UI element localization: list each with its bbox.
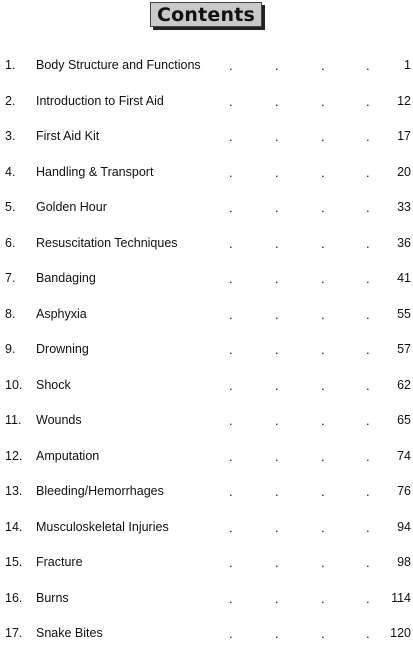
toc-entry-number: 6.: [5, 235, 16, 250]
leader-dot: .: [321, 58, 325, 73]
leader-dot: .: [321, 235, 325, 251]
leader-dot: .: [321, 484, 325, 499]
leader-dot: .: [366, 271, 370, 286]
toc-entry-page-number[interactable]: 20: [397, 164, 411, 179]
toc-entry-title[interactable]: First Aid Kit: [36, 129, 100, 143]
leader-dot: .: [229, 235, 233, 251]
leader-dot: .: [229, 590, 233, 606]
leader-dot: .: [321, 200, 325, 215]
toc-entry-number: 11.: [5, 413, 22, 427]
leader-dot: .: [321, 448, 325, 464]
toc-entry-title[interactable]: Bleeding/Hemorrhages: [36, 484, 164, 498]
leader-dot: .: [321, 626, 325, 641]
toc-entry-title[interactable]: Amputation: [36, 448, 100, 463]
toc-entry-number: 16.: [5, 590, 23, 605]
leader-dot: .: [366, 342, 370, 357]
toc-entry-title[interactable]: Wounds: [36, 413, 82, 427]
toc-entry[interactable]: [0, 226, 413, 262]
leader-dot: .: [275, 164, 279, 180]
leader-dot: .: [229, 377, 233, 393]
toc-entry[interactable]: [0, 297, 413, 333]
leader-dot: .: [275, 377, 279, 393]
toc-entry-page-number[interactable]: 57: [397, 342, 411, 356]
leader-dot: .: [321, 164, 325, 180]
leader-dot: .: [229, 306, 233, 322]
leader-dot: .: [366, 58, 370, 73]
leader-dot: .: [366, 484, 370, 499]
leader-dot: .: [275, 626, 279, 641]
leader-dot: .: [321, 93, 325, 109]
toc-entry-title[interactable]: Golden Hour: [36, 200, 107, 214]
toc-entry-page-number[interactable]: 12: [397, 93, 411, 108]
contents-heading-box: [150, 2, 265, 30]
toc-entry[interactable]: [0, 368, 413, 404]
table-of-contents: [0, 48, 413, 652]
leader-dot: .: [366, 448, 370, 464]
toc-entry-page-number[interactable]: 114: [391, 590, 411, 605]
toc-entry-title[interactable]: Drowning: [36, 342, 89, 356]
toc-entry-number: 4.: [5, 164, 16, 179]
toc-entry-number: 13.: [5, 484, 23, 498]
toc-entry-title[interactable]: Handling & Transport: [36, 164, 154, 179]
toc-entry-title[interactable]: Resuscitation Techniques: [36, 235, 178, 250]
toc-entry-title[interactable]: Burns: [36, 590, 69, 605]
toc-entry-page-number[interactable]: 36: [397, 235, 411, 250]
leader-dot: .: [366, 164, 370, 180]
toc-entry[interactable]: [0, 474, 413, 510]
toc-entry[interactable]: [0, 332, 413, 368]
toc-entry-page-number[interactable]: 55: [397, 306, 411, 321]
leader-dot: .: [229, 129, 233, 144]
toc-entry[interactable]: [0, 190, 413, 226]
leader-dot: .: [321, 413, 325, 428]
leader-dot: .: [366, 377, 370, 393]
leader-dot: .: [275, 306, 279, 322]
leader-dot: .: [229, 413, 233, 428]
leader-dot: .: [275, 235, 279, 251]
toc-entry-number: 3.: [5, 129, 16, 143]
leader-dot: .: [321, 342, 325, 357]
leader-dot: .: [321, 306, 325, 322]
leader-dot: .: [275, 413, 279, 428]
toc-entry[interactable]: [0, 510, 413, 546]
toc-entry[interactable]: [0, 155, 413, 191]
toc-entry-page-number[interactable]: 74: [397, 448, 411, 463]
toc-entry-page-number[interactable]: 94: [397, 519, 411, 534]
leader-dot: .: [366, 235, 370, 251]
leader-dot: .: [275, 200, 279, 215]
leader-dot: .: [366, 519, 370, 535]
toc-entry-number: 8.: [5, 306, 16, 321]
toc-entry-title[interactable]: Shock: [36, 377, 71, 392]
leader-dot: .: [229, 626, 233, 641]
leader-dot: .: [321, 377, 325, 393]
toc-entry-number: 15.: [5, 555, 23, 569]
leader-dot: .: [275, 484, 279, 499]
toc-entry-page-number[interactable]: 1: [404, 58, 411, 72]
leader-dot: .: [229, 164, 233, 180]
leader-dot: .: [229, 271, 233, 286]
toc-entry[interactable]: [0, 84, 413, 120]
leader-dot: .: [275, 129, 279, 144]
leader-dot: .: [366, 200, 370, 215]
toc-entry-page-number[interactable]: 41: [397, 271, 411, 285]
leader-dot: .: [366, 590, 370, 606]
leader-dot: .: [229, 58, 233, 73]
toc-entry-number: 7.: [5, 271, 16, 285]
page-title: Contents: [150, 2, 262, 27]
leader-dot: .: [229, 519, 233, 535]
toc-entry[interactable]: [0, 119, 413, 155]
leader-dot: .: [275, 555, 279, 570]
leader-dot: .: [229, 200, 233, 215]
leader-dot: .: [366, 93, 370, 109]
toc-entry-number: 14.: [5, 519, 23, 534]
leader-dot: .: [366, 413, 370, 428]
toc-entry[interactable]: [0, 439, 413, 475]
toc-entry[interactable]: [0, 48, 413, 84]
toc-entry-title[interactable]: Introduction to First Aid: [36, 93, 164, 108]
toc-entry[interactable]: [0, 403, 413, 439]
leader-dot: .: [366, 555, 370, 570]
leader-dot: .: [321, 555, 325, 570]
leader-dot: .: [366, 306, 370, 322]
toc-entry-page-number[interactable]: 120: [390, 626, 411, 640]
toc-entry-number: 10.: [5, 377, 23, 392]
leader-dot: .: [275, 342, 279, 357]
leader-dot: .: [366, 626, 370, 641]
leader-dot: .: [275, 519, 279, 535]
toc-entry[interactable]: [0, 545, 413, 581]
toc-entry[interactable]: [0, 581, 413, 617]
leader-dot: .: [321, 590, 325, 606]
leader-dot: .: [275, 590, 279, 606]
toc-entry-number: 5.: [5, 200, 16, 214]
toc-entry-title[interactable]: Asphyxia: [36, 306, 87, 321]
toc-entry-page-number[interactable]: 33: [397, 200, 411, 214]
leader-dot: .: [229, 448, 233, 464]
leader-dot: .: [229, 93, 233, 109]
leader-dot: .: [321, 519, 325, 535]
toc-entry-page-number[interactable]: 76: [397, 484, 411, 498]
toc-entry-number: 2.: [5, 93, 16, 108]
toc-entry-title[interactable]: Snake Bites: [36, 626, 103, 640]
leader-dot: .: [229, 555, 233, 570]
toc-entry-number: 1.: [5, 58, 16, 72]
toc-entry-title[interactable]: Fracture: [36, 555, 83, 569]
toc-entry-title[interactable]: Musculoskeletal Injuries: [36, 519, 169, 534]
leader-dot: .: [275, 93, 279, 109]
toc-entry[interactable]: [0, 616, 413, 652]
toc-entry[interactable]: [0, 261, 413, 297]
toc-entry-page-number[interactable]: 62: [397, 377, 411, 392]
toc-entry-page-number[interactable]: 17: [397, 129, 411, 143]
leader-dot: .: [275, 58, 279, 73]
toc-entry-number: 17.: [5, 626, 23, 640]
toc-entry-number: 9.: [5, 342, 16, 356]
leader-dot: .: [275, 271, 279, 286]
toc-entry-title[interactable]: Bandaging: [36, 271, 96, 285]
leader-dot: .: [366, 129, 370, 144]
toc-entry-page-number[interactable]: 65: [397, 413, 411, 427]
leader-dot: .: [229, 484, 233, 499]
toc-entry-number: 12.: [5, 448, 23, 463]
leader-dot: .: [321, 129, 325, 144]
leader-dot: .: [275, 448, 279, 464]
leader-dot: .: [321, 271, 325, 286]
toc-entry-title[interactable]: Body Structure and Functions: [36, 58, 201, 72]
toc-entry-page-number[interactable]: 98: [397, 555, 411, 569]
leader-dot: .: [229, 342, 233, 357]
